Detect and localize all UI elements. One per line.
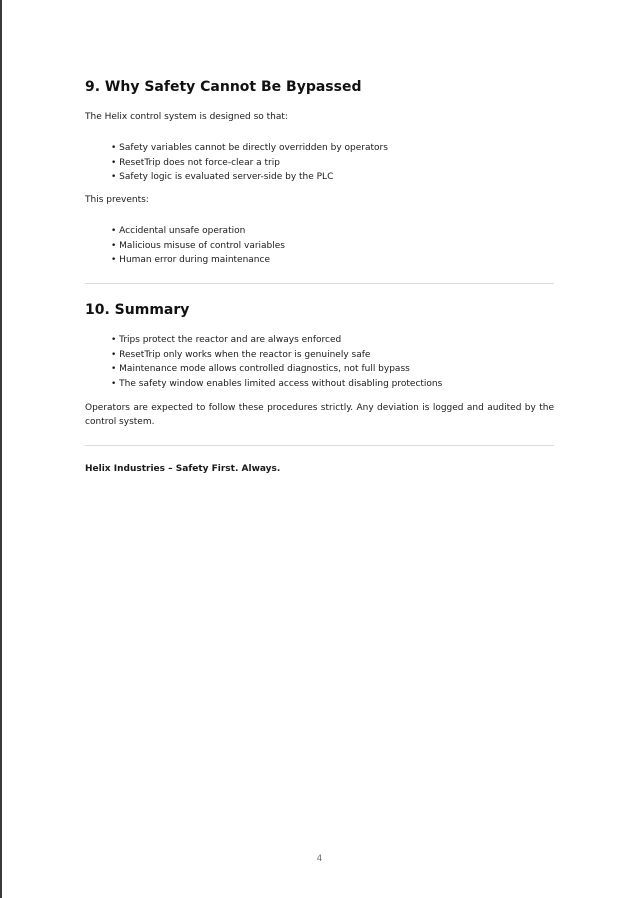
list-item: • Human error during maintenance: [111, 253, 285, 268]
list-item: • ResetTrip only works when the reactor is genuinely safe: [111, 348, 442, 363]
list-item: • Safety logic is evaluated server-side by the PLC: [111, 170, 388, 185]
list-item: • Accidental unsafe operation: [111, 224, 285, 239]
list-item: • Maintenance mode allows controlled diagnostics, not full bypass: [111, 362, 442, 377]
prevents-intro: This prevents:: [85, 195, 149, 205]
list-item: • Safety variables cannot be directly overridden by operators: [111, 141, 388, 156]
page-number: 4: [316, 854, 323, 864]
prevents-list: [111, 224, 285, 268]
section-9-heading: 9. Why Safety Cannot Be Bypassed: [85, 79, 362, 95]
list-item: • The safety window enables limited access without disabling protections: [111, 377, 442, 392]
section-10-heading: 10. Summary: [85, 302, 190, 318]
section-divider: [85, 283, 554, 284]
summary-list: [111, 333, 442, 391]
section-9-intro: The Helix control system is designed so that:: [85, 112, 288, 122]
footer-tagline: Helix Industries – Safety First. Always.: [85, 464, 281, 474]
document-page: [85, 0, 554, 898]
page-left-edge: [0, 0, 2, 898]
summary-closing-paragraph: Operators are expected to follow these procedures strictly. Any deviation is logged and audited by the control system.: [85, 403, 554, 427]
list-item: • Trips protect the reactor and are always enforced: [111, 333, 442, 348]
footer-divider: [85, 445, 554, 446]
design-list: [111, 141, 388, 185]
list-item: • ResetTrip does not force-clear a trip: [111, 156, 388, 171]
list-item: • Malicious misuse of control variables: [111, 239, 285, 254]
